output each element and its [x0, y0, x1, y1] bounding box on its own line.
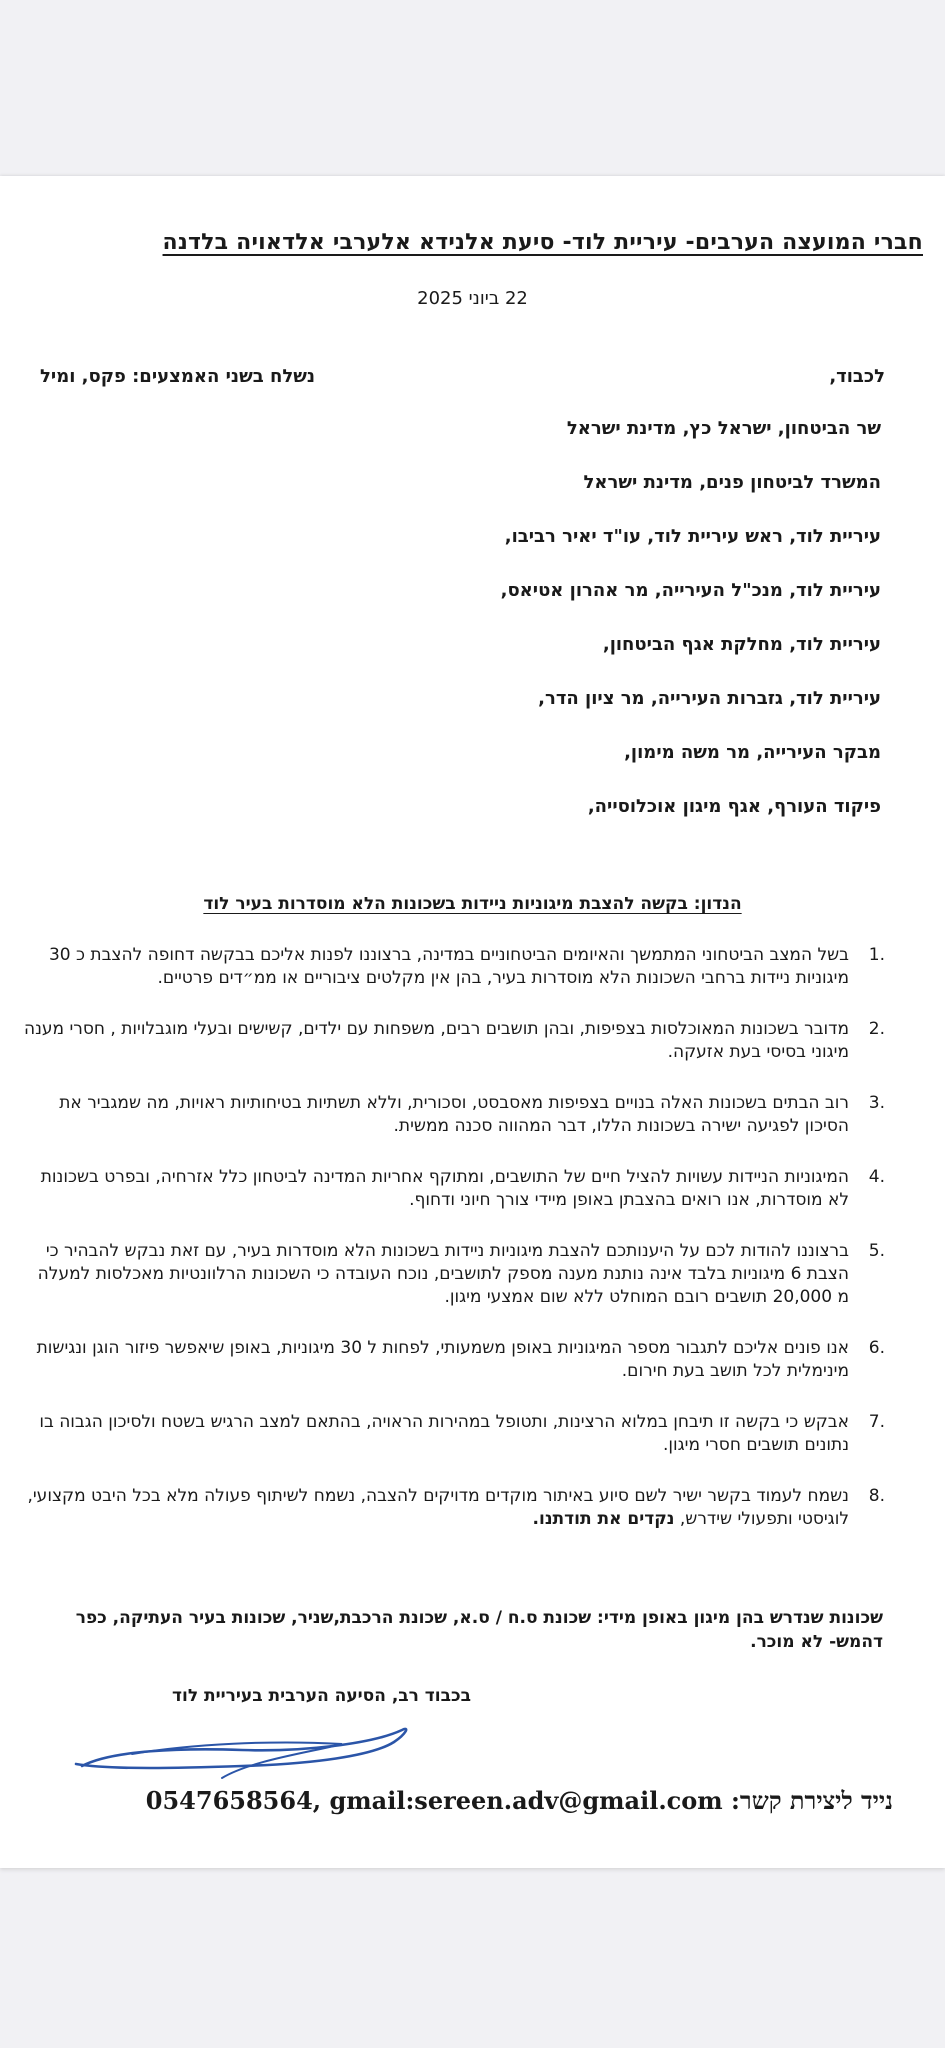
letter-title: חברי המועצה הערבים- עיריית לוד- סיעת אלנידא אלערבי אלדאויה בלדנה — [162, 230, 923, 255]
recipient-line: פיקוד העורף, אגף מיגון אוכלוסייה, — [587, 796, 881, 817]
list-item — [23, 1240, 885, 1309]
item-bold-tail: נקדים את תודתנו. — [532, 1509, 675, 1529]
recipient-line: עיריית לוד, מחלקת אגף הביטחון, — [602, 634, 881, 655]
neighborhoods-note: שכונות שנדרש בהן מיגון באופן מידי: שכונת ס.ח / ס.א, שכונת הרכבת,שניר, שכונות בעיר העתיקה, כפר דהמש- לא מוכר. — [75, 1608, 883, 1652]
item-text: מדובר בשכונות המאוכלסות בצפיפות, ובהן תושבים רבים, משפחות עם ילדים, קשישים ובעלי מוגבלויות , חסרי מענה מיגוני בסיסי בעת אזעקה. — [23, 1019, 849, 1062]
item-number: .5 — [868, 1241, 885, 1261]
closing-line: בכבוד רב, הסיעה הערבית בעיריית לוד — [172, 1686, 471, 1706]
list-item — [23, 1485, 885, 1531]
recipient-line: המשרד לביטחון פנים, מדינת ישראל — [583, 472, 881, 493]
item-text: רוב הבתים בשכונות האלה בנויים בצפיפות מאסבסט, וסכורית, וללא תשתיות בטיחותיות ראויות, מה שמגביר את הסיכון לפגיעה ישירה בשכונות הללו, דבר המהווה סכנה ממשית. — [59, 1093, 849, 1136]
item-number: .1 — [868, 945, 885, 965]
item-text: אנו פונים אליכם לתגבור מספר המיגוניות באופן משמעותי, לפחות ל 30 מיגוניות, באופן שיאפשר פיזור הוגן ונגישות מינימלית לכל תושב בעת חירום. — [36, 1338, 849, 1381]
item-text: המיגוניות הניידות עשויות להציל חיים של התושבים, ומתוקף אחריות המדינה לביטחון כלל אזרחיה, ובפרט בשכונות לא מוסדרות, אנו רואים בהצבתן באופן מיידי צורך חיוני ודחוף. — [40, 1167, 849, 1210]
item-number: .4 — [868, 1167, 885, 1187]
letter-subject: הנדון: בקשה להצבת מיגוניות ניידות בשכונות הלא מוסדרות בעיר לוד — [203, 894, 742, 914]
recipient-line: שר הביטחון, ישראל כץ, מדינת ישראל — [566, 418, 881, 439]
sent-via-note: נשלח בשני האמצעים: פקס, ומיל — [40, 366, 316, 387]
list-item — [23, 1018, 885, 1064]
contact-details[interactable]: 0547658564, gmail:sereen.adv@gmail.com — [145, 1786, 723, 1815]
list-item — [23, 944, 885, 990]
numbered-list — [23, 944, 885, 1559]
item-number: .3 — [868, 1093, 885, 1113]
letter-date: 22 ביוני 2025 — [417, 288, 528, 309]
signature — [72, 1704, 412, 1784]
signature-stroke — [76, 1729, 406, 1768]
to-label: לכבוד, — [829, 366, 885, 387]
recipient-line: מבקר העירייה, מר משה מימון, — [624, 742, 881, 763]
list-item — [23, 1337, 885, 1383]
recipient-line: עיריית לוד, גזברות העירייה, מר ציון הדר, — [538, 688, 881, 709]
item-text: ברצוננו להודות לכם על היענותכם להצבת מיגוניות ניידות בשכונות הלא מוסדרות בעיר, עם זאת נבקש להבהיר כי הצבת 6 מיגוניות בלבד אינה נותנת מענה מספק לתושבים, נוכח העובדה כי השכונות הרלוונטיות מאכלסות למעלה מ 20,000 תושבים רובם המוחלט ללא שום אמצעי מיגון. — [37, 1241, 849, 1307]
list-item — [23, 1092, 885, 1138]
letter-page — [0, 176, 945, 1868]
contact-line — [88, 1786, 893, 1816]
recipient-line: עיריית לוד, מנכ"ל העירייה, מר אהרון אטיאס, — [500, 580, 881, 601]
item-number: .2 — [868, 1019, 885, 1039]
item-text: אבקש כי בקשה זו תיבחן במלוא הרצינות, ותטופל במהירות הראויה, בהתאם למצב הרגיש בשטח ולסיכון הגבוה בו נתונים תושבים חסרי מיגון. — [39, 1412, 849, 1455]
list-item — [23, 1166, 885, 1212]
item-number: .6 — [868, 1338, 885, 1358]
item-number: .8 — [868, 1486, 885, 1506]
item-number: .7 — [868, 1412, 885, 1432]
list-item — [23, 1411, 885, 1457]
item-text: נשמח לעמוד בקשר ישיר לשם סיוע באיתור מוקדים מדויקים להצבה, נשמח לשיתוף פעולה מלא בכל היבט מקצועי, לוגיסטי ותפעולי שידרש, — [27, 1486, 849, 1529]
recipient-line: עיריית לוד, ראש עיריית לוד, עו"ד יאיר רביבו, — [504, 526, 881, 547]
contact-label: נייד ליצירת קשר: — [731, 1786, 893, 1815]
item-text: בשל המצב הביטחוני המתמשך והאיומים הביטחוניים במדינה, ברצוננו לפנות אליכם בבקשה דחופה להצבת כ 30 מיגוניות ניידות ברחבי השכונות הלא מוסדרות בעיר, בהן אין מקלטים ציבוריים או ממ״דים פרטיים. — [48, 945, 849, 988]
